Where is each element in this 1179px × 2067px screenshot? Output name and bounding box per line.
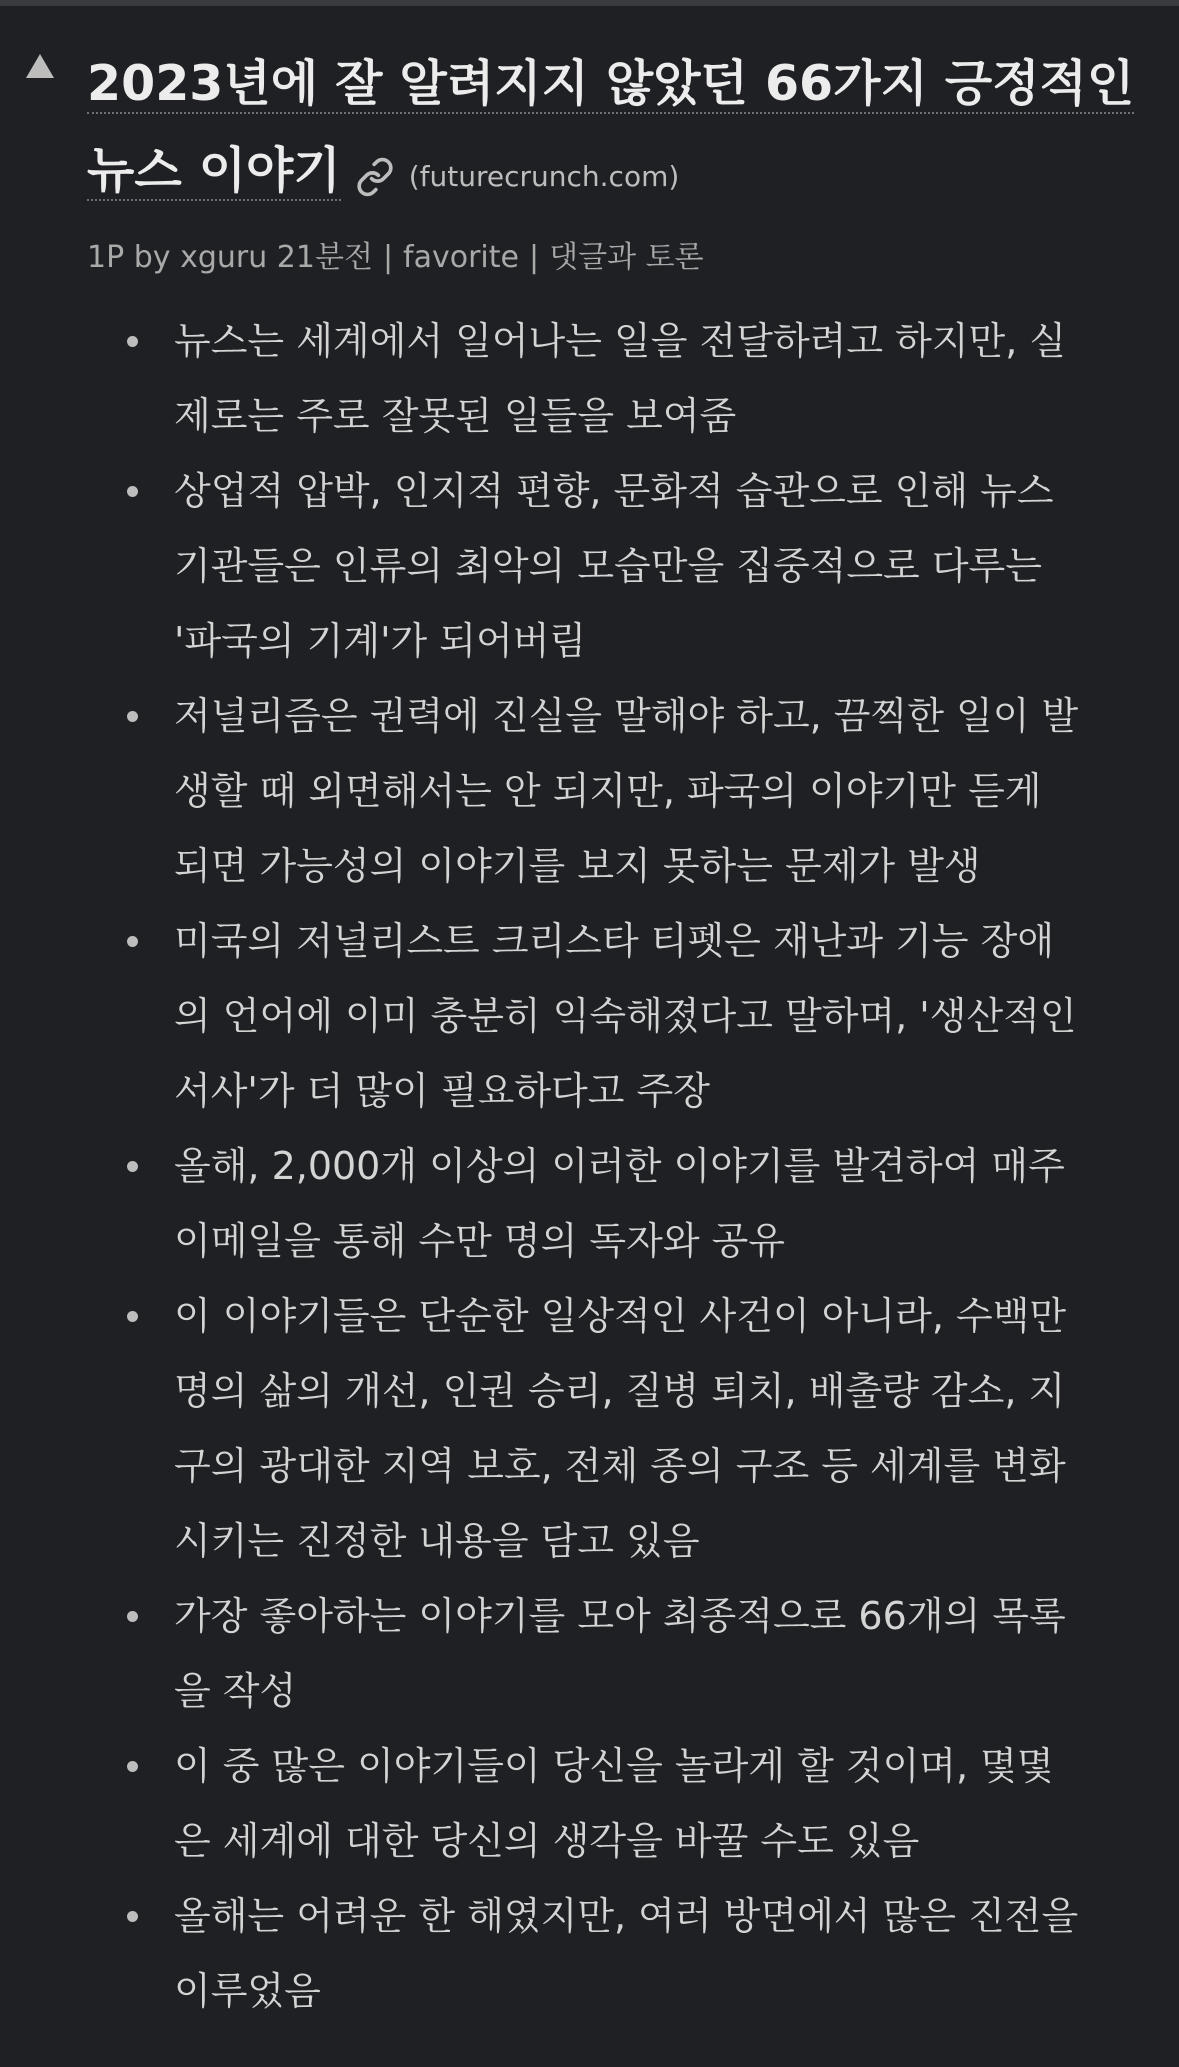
- list-item: [87, 679, 1087, 904]
- bullet-icon: [127, 486, 138, 497]
- bullet-icon: [127, 1311, 138, 1322]
- story-meta: [87, 232, 704, 276]
- points-count: 1P: [87, 240, 125, 275]
- list-item-text: 가장 좋아하는 이야기를 모아 최종적으로 66개의 목록을 작성: [174, 1594, 1066, 1713]
- list-item: [87, 1279, 1087, 1579]
- story-title-link[interactable]: 2023년에 잘 알려지지 않았던 66가지 긍정적인 뉴스 이야기: [87, 55, 1135, 199]
- list-item: [87, 1879, 1087, 2029]
- list-item: [87, 1579, 1087, 1729]
- list-item: [87, 904, 1087, 1129]
- author-link[interactable]: xguru: [180, 240, 268, 275]
- triangle-up-icon[interactable]: [26, 54, 54, 78]
- list-item: [87, 304, 1087, 454]
- chain-link-icon[interactable]: [355, 157, 395, 197]
- story-domain[interactable]: (futurecrunch.com): [408, 160, 680, 193]
- bullet-icon: [127, 1911, 138, 1922]
- bullet-icon: [127, 1161, 138, 1172]
- bullet-icon: [127, 1611, 138, 1622]
- list-item: [87, 454, 1087, 679]
- summary-list: [87, 304, 1087, 2029]
- meta-separator: |: [382, 240, 394, 275]
- list-item-text: 미국의 저널리스트 크리스타 티펫은 재난과 기능 장애의 언어에 이미 충분히 익숙해졌다고 말하며, '생산적인 서사'가 더 많이 필요하다고 주장: [174, 919, 1077, 1113]
- story-title-block: [87, 40, 1147, 214]
- list-item-text: 올해는 어려운 한 해였지만, 여러 방면에서 많은 진전을 이루었음: [174, 1894, 1079, 2013]
- list-item-text: 뉴스는 세계에서 일어나는 일을 전달하려고 하지만, 실제로는 주로 잘못된 일들을 보여줌: [174, 319, 1067, 438]
- bullet-icon: [127, 1761, 138, 1772]
- bullet-icon: [127, 336, 138, 347]
- list-item: [87, 1729, 1087, 1879]
- list-item-text: 저널리즘은 권력에 진실을 말해야 하고, 끔찍한 일이 발생할 때 외면해서는 안 되지만, 파국의 이야기만 듣게 되면 가능성의 이야기를 보지 못하는 문제가 발생: [174, 694, 1079, 888]
- meta-separator: |: [529, 240, 540, 275]
- favorite-link[interactable]: favorite: [403, 240, 519, 275]
- bullet-icon: [127, 711, 138, 722]
- list-item-text: 올해, 2,000개 이상의 이러한 이야기를 발견하여 매주 이메일을 통해 수만 명의 독자와 공유: [174, 1144, 1065, 1263]
- comments-link[interactable]: 댓글과 토론: [549, 240, 704, 275]
- list-item-text: 이 이야기들은 단순한 일상적인 사건이 아니라, 수백만 명의 삶의 개선, 인권 승리, 질병 퇴치, 배출량 감소, 지구의 광대한 지역 보호, 전체 종의 구조 등 세계를 변화시키는 진정한 내용을 담고 있음: [174, 1294, 1067, 1563]
- by-label: by: [133, 240, 171, 275]
- bullet-icon: [127, 936, 138, 947]
- time-link[interactable]: 21분전: [276, 240, 373, 275]
- list-item-text: 상업적 압박, 인지적 편향, 문화적 습관으로 인해 뉴스 기관들은 인류의 최악의 모습만을 집중적으로 다루는 '파국의 기계'가 되어버림: [174, 469, 1054, 663]
- list-item-text: 이 중 많은 이야기들이 당신을 놀라게 할 것이며, 몇몇은 세계에 대한 당신의 생각을 바꿀 수도 있음: [174, 1744, 1054, 1863]
- list-item: [87, 1129, 1087, 1279]
